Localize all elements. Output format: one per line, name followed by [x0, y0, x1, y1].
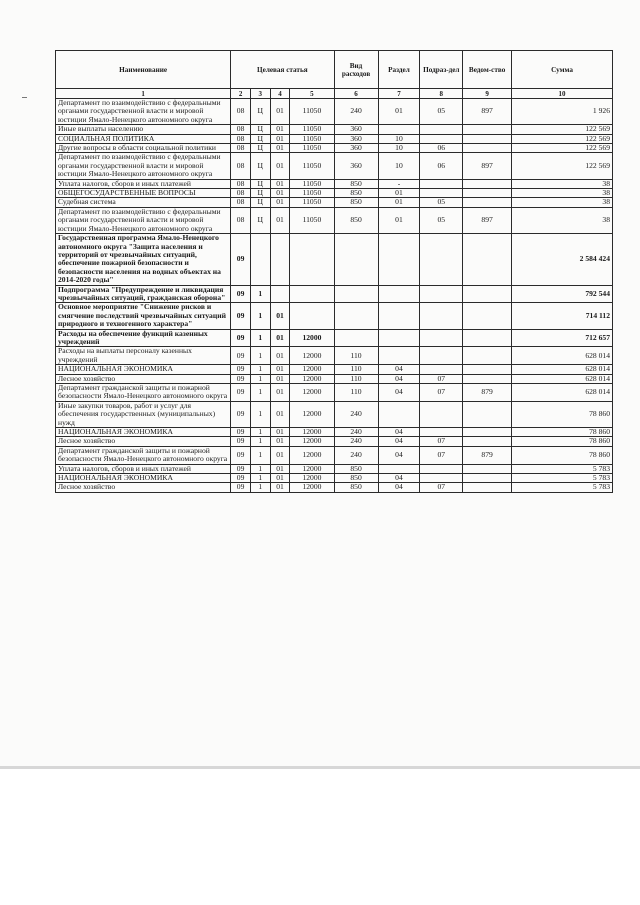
table-row — [56, 99, 613, 125]
table-row — [56, 437, 613, 446]
target-subprogram: Ц — [250, 99, 270, 125]
subsection-code — [420, 285, 463, 303]
target-subprogram: 1 — [250, 437, 270, 446]
row-sum: 628 014 — [511, 384, 612, 402]
target-program: 09 — [231, 347, 251, 365]
subsection-code: 07 — [420, 437, 463, 446]
row-name: НАЦИОНАЛЬНАЯ ЭКОНОМИКА — [56, 474, 231, 483]
expense-type: 360 — [334, 144, 378, 153]
row-sum: 122 569 — [511, 125, 612, 134]
ministry-code — [463, 474, 512, 483]
target-activity: 01 — [270, 144, 290, 153]
target-direction: 12000 — [290, 401, 334, 427]
table-row — [56, 179, 613, 188]
row-name: ОБЩЕГОСУДАРСТВЕННЫЕ ВОПРОСЫ — [56, 189, 231, 198]
row-sum: 122 569 — [511, 144, 612, 153]
target-activity: 01 — [270, 474, 290, 483]
expense-type: 360 — [334, 153, 378, 179]
section-code: - — [378, 179, 420, 188]
target-program: 09 — [231, 483, 251, 492]
section-code: 04 — [378, 428, 420, 437]
target-program: 09 — [231, 384, 251, 402]
target-program: 08 — [231, 179, 251, 188]
section-code: 01 — [378, 207, 420, 233]
target-subprogram: Ц — [250, 125, 270, 134]
row-sum: 628 014 — [511, 347, 612, 365]
expense-type: 360 — [334, 125, 378, 134]
ministry-code — [463, 234, 512, 285]
target-program: 09 — [231, 474, 251, 483]
target-activity: 01 — [270, 153, 290, 179]
section-code: 10 — [378, 153, 420, 179]
target-subprogram: 1 — [250, 365, 270, 374]
section-code: 01 — [378, 189, 420, 198]
row-sum: 78 860 — [511, 428, 612, 437]
row-name: НАЦИОНАЛЬНАЯ ЭКОНОМИКА — [56, 365, 231, 374]
row-name: Лесное хозяйство — [56, 437, 231, 446]
row-sum: 2 584 424 — [511, 234, 612, 285]
ministry-code — [463, 303, 512, 329]
row-name: Лесное хозяйство — [56, 374, 231, 383]
ministry-code — [463, 365, 512, 374]
header-sum: Сумма — [511, 51, 612, 89]
subsection-code — [420, 134, 463, 143]
column-number: 2 — [231, 89, 251, 99]
row-sum: 628 014 — [511, 374, 612, 383]
target-direction: 12000 — [290, 365, 334, 374]
table-row — [56, 474, 613, 483]
table-row — [56, 125, 613, 134]
expense-type: 850 — [334, 474, 378, 483]
target-subprogram: 1 — [250, 303, 270, 329]
row-name: СОЦИАЛЬНАЯ ПОЛИТИКА — [56, 134, 231, 143]
row-sum: 5 783 — [511, 483, 612, 492]
ministry-code — [463, 285, 512, 303]
row-sum: 78 860 — [511, 401, 612, 427]
table-header — [56, 51, 613, 99]
subsection-code — [420, 401, 463, 427]
table-row — [56, 446, 613, 464]
expense-type: 240 — [334, 446, 378, 464]
table-row — [56, 401, 613, 427]
row-name: Уплата налогов, сборов и иных платежей — [56, 464, 231, 473]
target-activity: 01 — [270, 303, 290, 329]
target-activity: 01 — [270, 446, 290, 464]
header-ministry: Ведом-ство — [463, 51, 512, 89]
subsection-code — [420, 365, 463, 374]
expense-type: 110 — [334, 384, 378, 402]
expense-type: 850 — [334, 483, 378, 492]
ministry-code — [463, 329, 512, 347]
row-sum: 712 657 — [511, 329, 612, 347]
subsection-code: 05 — [420, 207, 463, 233]
row-name: Иные закупки товаров, работ и услуг для обеспечения государственных (муниципальных) нужд — [56, 401, 231, 427]
subsection-code — [420, 347, 463, 365]
target-subprogram: 1 — [250, 384, 270, 402]
column-number-row — [56, 89, 613, 99]
target-subprogram: 1 — [250, 464, 270, 473]
row-name: Департамент гражданской защиты и пожарной безопасности Ямало-Ненецкого автономного округа — [56, 446, 231, 464]
target-subprogram: 1 — [250, 446, 270, 464]
subsection-code: 06 — [420, 153, 463, 179]
row-name: Судебная система — [56, 198, 231, 207]
section-code: 04 — [378, 437, 420, 446]
target-subprogram: Ц — [250, 207, 270, 233]
header-subsection: Подраз-дел — [420, 51, 463, 89]
target-direction: 11050 — [290, 198, 334, 207]
column-number: 3 — [250, 89, 270, 99]
ministry-code: 897 — [463, 99, 512, 125]
table-row — [56, 303, 613, 329]
target-direction: 12000 — [290, 329, 334, 347]
row-name: Другие вопросы в области социальной политики — [56, 144, 231, 153]
target-activity: 01 — [270, 198, 290, 207]
table-row — [56, 207, 613, 233]
subsection-code: 05 — [420, 99, 463, 125]
target-direction: 11050 — [290, 179, 334, 188]
target-program: 09 — [231, 329, 251, 347]
table-row — [56, 285, 613, 303]
ministry-code — [463, 189, 512, 198]
row-name: Основное мероприятие "Снижение рисков и смягчение последствий чрезвычайных ситуаций природного и техногенного характера" — [56, 303, 231, 329]
subsection-code — [420, 428, 463, 437]
row-name: Департамент по взаимодействию с федеральными органами государственной власти и мировой юстиции Ямало-Ненецкого автономного округа — [56, 153, 231, 179]
ministry-code — [463, 428, 512, 437]
column-number: 7 — [378, 89, 420, 99]
target-direction: 12000 — [290, 384, 334, 402]
target-direction: 11050 — [290, 144, 334, 153]
target-direction: 11050 — [290, 189, 334, 198]
section-code — [378, 125, 420, 134]
target-activity — [270, 234, 290, 285]
table-row — [56, 464, 613, 473]
section-code: 04 — [378, 446, 420, 464]
row-sum: 628 014 — [511, 365, 612, 374]
target-program: 08 — [231, 134, 251, 143]
row-name: Иные выплаты населению — [56, 125, 231, 134]
subsection-code — [420, 234, 463, 285]
ministry-code — [463, 198, 512, 207]
target-activity: 01 — [270, 464, 290, 473]
table-row — [56, 234, 613, 285]
section-code — [378, 464, 420, 473]
target-direction: 12000 — [290, 474, 334, 483]
table-row — [56, 428, 613, 437]
target-activity: 01 — [270, 329, 290, 347]
ministry-code — [463, 374, 512, 383]
target-activity: 01 — [270, 347, 290, 365]
subsection-code: 07 — [420, 374, 463, 383]
scan-edge — [0, 766, 640, 769]
expense-type: 240 — [334, 401, 378, 427]
target-subprogram: 1 — [250, 347, 270, 365]
header-section: Раздел — [378, 51, 420, 89]
target-subprogram: Ц — [250, 189, 270, 198]
table-row — [56, 189, 613, 198]
target-program: 09 — [231, 401, 251, 427]
target-subprogram: 1 — [250, 428, 270, 437]
section-code: 10 — [378, 134, 420, 143]
ministry-code: 879 — [463, 446, 512, 464]
target-direction: 12000 — [290, 437, 334, 446]
header-exp-type: Вид расходов — [334, 51, 378, 89]
target-program: 09 — [231, 464, 251, 473]
row-name: Подпрограмма "Предупреждение и ликвидация чрезвычайных ситуаций, гражданская оборона" — [56, 285, 231, 303]
section-code: 10 — [378, 144, 420, 153]
table-row — [56, 329, 613, 347]
target-subprogram — [250, 234, 270, 285]
ministry-code: 897 — [463, 153, 512, 179]
row-sum: 38 — [511, 179, 612, 188]
target-program: 08 — [231, 207, 251, 233]
row-name: Расходы на выплаты персоналу казенных учреждений — [56, 347, 231, 365]
expense-type: 850 — [334, 207, 378, 233]
row-sum: 38 — [511, 189, 612, 198]
target-subprogram: Ц — [250, 134, 270, 143]
subsection-code — [420, 464, 463, 473]
table-row — [56, 198, 613, 207]
ministry-code — [463, 347, 512, 365]
expense-type — [334, 303, 378, 329]
target-direction: 12000 — [290, 347, 334, 365]
target-direction — [290, 234, 334, 285]
target-program: 08 — [231, 144, 251, 153]
target-direction: 11050 — [290, 125, 334, 134]
target-subprogram: Ц — [250, 153, 270, 179]
subsection-code: 06 — [420, 144, 463, 153]
target-direction: 12000 — [290, 446, 334, 464]
row-name: Департамент гражданской защиты и пожарной безопасности Ямало-Ненецкого автономного округа — [56, 384, 231, 402]
column-number: 6 — [334, 89, 378, 99]
target-subprogram: Ц — [250, 144, 270, 153]
target-direction: 11050 — [290, 99, 334, 125]
subsection-code: 07 — [420, 483, 463, 492]
target-program: 09 — [231, 374, 251, 383]
expense-type: 240 — [334, 437, 378, 446]
expense-type: 850 — [334, 198, 378, 207]
target-subprogram: 1 — [250, 329, 270, 347]
row-name: Уплата налогов, сборов и иных платежей — [56, 179, 231, 188]
subsection-code: 05 — [420, 198, 463, 207]
row-name: Департамент по взаимодействию с федеральными органами государственной власти и мировой юстиции Ямало-Ненецкого автономного округа — [56, 99, 231, 125]
expense-type: 240 — [334, 99, 378, 125]
section-code — [378, 347, 420, 365]
target-program: 08 — [231, 189, 251, 198]
section-code — [378, 285, 420, 303]
expense-type: 110 — [334, 374, 378, 383]
target-subprogram: 1 — [250, 374, 270, 383]
subsection-code — [420, 303, 463, 329]
target-subprogram: Ц — [250, 179, 270, 188]
section-code — [378, 303, 420, 329]
table-row — [56, 374, 613, 383]
expense-type: 110 — [334, 365, 378, 374]
ministry-code — [463, 483, 512, 492]
row-sum: 78 860 — [511, 437, 612, 446]
target-program: 09 — [231, 428, 251, 437]
target-program: 09 — [231, 365, 251, 374]
target-program: 09 — [231, 234, 251, 285]
target-direction: 11050 — [290, 153, 334, 179]
table-row — [56, 347, 613, 365]
row-sum: 122 569 — [511, 153, 612, 179]
section-code: 01 — [378, 99, 420, 125]
expense-type: 110 — [334, 347, 378, 365]
ministry-code: 897 — [463, 207, 512, 233]
target-program: 09 — [231, 446, 251, 464]
target-activity: 01 — [270, 99, 290, 125]
target-program: 08 — [231, 99, 251, 125]
expense-type: 240 — [334, 428, 378, 437]
section-code: 04 — [378, 474, 420, 483]
target-direction — [290, 285, 334, 303]
target-direction: 12000 — [290, 483, 334, 492]
row-sum: 78 860 — [511, 446, 612, 464]
budget-table — [55, 50, 613, 493]
target-activity: 01 — [270, 483, 290, 492]
expense-type — [334, 329, 378, 347]
row-sum: 38 — [511, 207, 612, 233]
expense-type — [334, 234, 378, 285]
expense-type: 360 — [334, 134, 378, 143]
column-number: 5 — [290, 89, 334, 99]
row-name: Расходы на обеспечение функций казенных учреждений — [56, 329, 231, 347]
row-sum: 5 783 — [511, 474, 612, 483]
section-code: 04 — [378, 365, 420, 374]
target-direction: 12000 — [290, 374, 334, 383]
section-code: 04 — [378, 384, 420, 402]
target-activity: 01 — [270, 401, 290, 427]
section-code: 01 — [378, 198, 420, 207]
table-row — [56, 483, 613, 492]
subsection-code — [420, 189, 463, 198]
section-code — [378, 401, 420, 427]
target-program: 09 — [231, 303, 251, 329]
ministry-code — [463, 125, 512, 134]
header-name: Наименование — [56, 51, 231, 89]
target-activity: 01 — [270, 207, 290, 233]
target-activity: 01 — [270, 374, 290, 383]
target-program: 09 — [231, 285, 251, 303]
ministry-code — [463, 144, 512, 153]
subsection-code: 07 — [420, 384, 463, 402]
section-code: 04 — [378, 374, 420, 383]
expense-type: 850 — [334, 189, 378, 198]
row-name: Лесное хозяйство — [56, 483, 231, 492]
row-sum: 1 926 — [511, 99, 612, 125]
subsection-code — [420, 329, 463, 347]
target-activity: 01 — [270, 125, 290, 134]
target-program: 08 — [231, 153, 251, 179]
subsection-code — [420, 474, 463, 483]
row-sum: 38 — [511, 198, 612, 207]
target-program: 08 — [231, 198, 251, 207]
row-sum: 714 112 — [511, 303, 612, 329]
ministry-code — [463, 401, 512, 427]
target-program: 09 — [231, 437, 251, 446]
target-direction — [290, 303, 334, 329]
target-direction: 12000 — [290, 428, 334, 437]
row-sum: 122 569 — [511, 134, 612, 143]
target-subprogram: 1 — [250, 474, 270, 483]
subsection-code — [420, 179, 463, 188]
target-subprogram: 1 — [250, 483, 270, 492]
margin-mark — [22, 97, 27, 98]
ministry-code — [463, 464, 512, 473]
row-name: Департамент по взаимодействию с федеральными органами государственной власти и мировой юстиции Ямало-Ненецкого автономного округа — [56, 207, 231, 233]
ministry-code — [463, 437, 512, 446]
column-number: 10 — [511, 89, 612, 99]
target-activity: 01 — [270, 428, 290, 437]
header-target: Целевая статья — [231, 51, 334, 89]
target-activity — [270, 285, 290, 303]
target-direction: 11050 — [290, 207, 334, 233]
section-code — [378, 234, 420, 285]
target-subprogram: Ц — [250, 198, 270, 207]
section-code: 04 — [378, 483, 420, 492]
target-subprogram: 1 — [250, 401, 270, 427]
target-activity: 01 — [270, 384, 290, 402]
target-program: 08 — [231, 125, 251, 134]
target-subprogram: 1 — [250, 285, 270, 303]
ministry-code — [463, 134, 512, 143]
target-direction: 12000 — [290, 464, 334, 473]
column-number: 8 — [420, 89, 463, 99]
expense-type: 850 — [334, 464, 378, 473]
row-name: НАЦИОНАЛЬНАЯ ЭКОНОМИКА — [56, 428, 231, 437]
target-activity: 01 — [270, 189, 290, 198]
ministry-code — [463, 179, 512, 188]
table-row — [56, 153, 613, 179]
table-row — [56, 384, 613, 402]
column-number: 4 — [270, 89, 290, 99]
target-activity: 01 — [270, 134, 290, 143]
column-number: 1 — [56, 89, 231, 99]
target-activity: 01 — [270, 437, 290, 446]
table-body — [56, 99, 613, 493]
target-activity: 01 — [270, 179, 290, 188]
table-row — [56, 134, 613, 143]
ministry-code: 879 — [463, 384, 512, 402]
row-sum: 792 544 — [511, 285, 612, 303]
subsection-code: 07 — [420, 446, 463, 464]
row-name: Государственная программа Ямало-Ненецкого автономного округа "Защита населения и территорий от чрезвычайных ситуаций, обеспечение пожарной безопасности и безопасности населения на водных объектах на 2014-2020 годы" — [56, 234, 231, 285]
expense-type — [334, 285, 378, 303]
target-direction: 11050 — [290, 134, 334, 143]
expense-type: 850 — [334, 179, 378, 188]
row-sum: 5 783 — [511, 464, 612, 473]
target-activity: 01 — [270, 365, 290, 374]
subsection-code — [420, 125, 463, 134]
table-row — [56, 365, 613, 374]
section-code — [378, 329, 420, 347]
table-row — [56, 144, 613, 153]
column-number: 9 — [463, 89, 512, 99]
